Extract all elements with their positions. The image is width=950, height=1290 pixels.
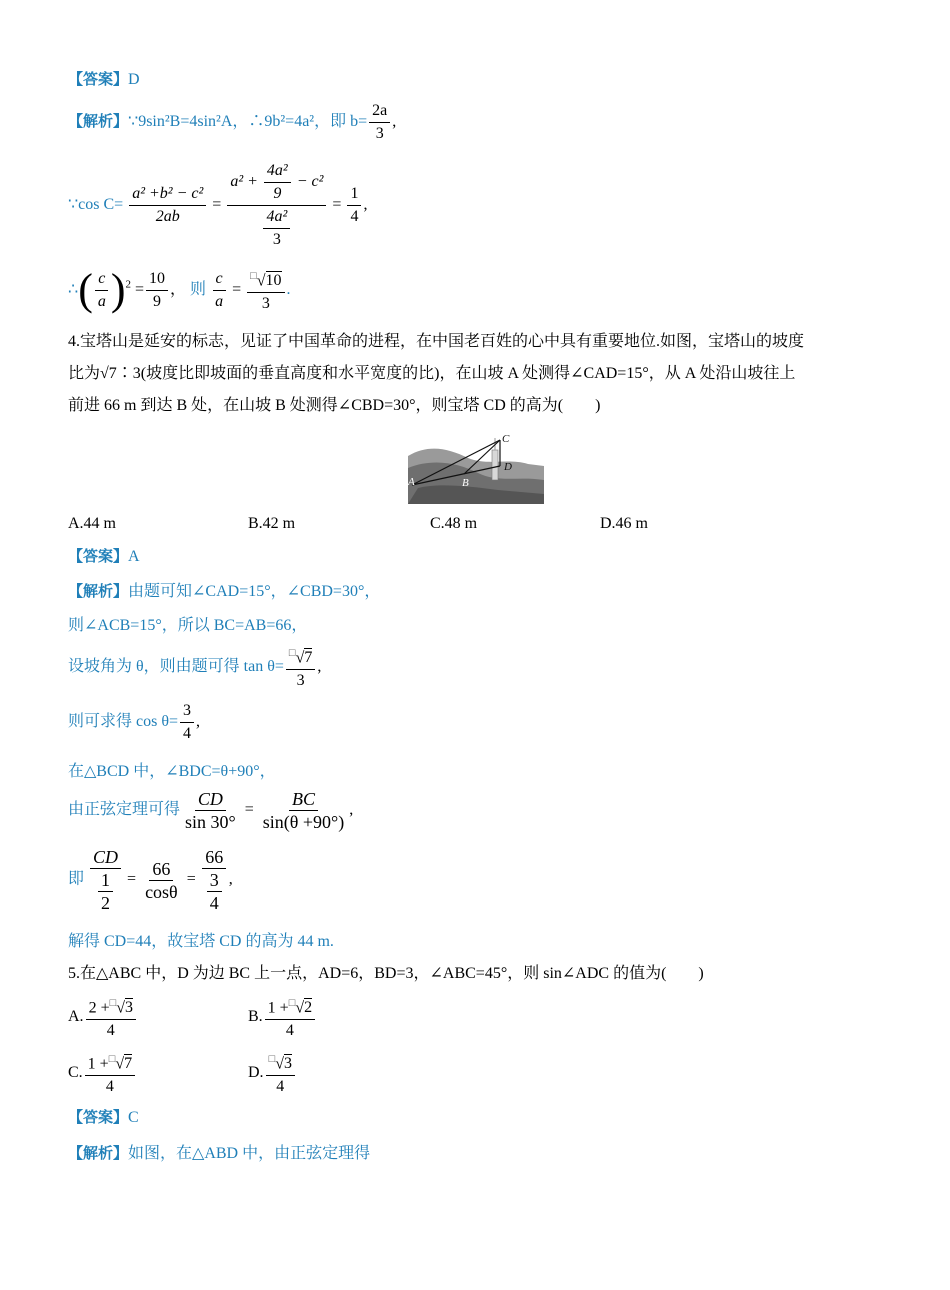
q5-option-b[interactable]: B. $\frac{1 +^□√2}{4}$ <box>248 992 317 1042</box>
analysis-tag: 【解析】 <box>68 112 129 131</box>
q3-analysis-line3: ∴( $\frac{c}{a}$ )$^2$ = $\frac{10}{9}$ ， 则 $\frac{c}{a}$ = $\frac{^□√10}{3}$ . <box>68 265 291 315</box>
mountain-illustration <box>408 428 544 504</box>
pagoda-figure <box>408 428 544 504</box>
q3-line2-prefix: ∵cos C= <box>68 196 124 214</box>
label-b: B <box>462 477 469 489</box>
answer-tag: 【答案】 <box>68 70 129 88</box>
q4-option-a[interactable]: A.44 m <box>68 515 116 532</box>
answer-value: C <box>128 1109 139 1126</box>
label-c: C <box>502 433 510 445</box>
q5-option-d[interactable]: D. $\frac{^□√3}{4}$ <box>248 1048 297 1098</box>
q4-analysis-line6: 由正弦定理可得 $\frac{CD}{\sin 30^\circ}$ = $\frac{BC}{\sin(\theta +90^\circ)}$ , <box>68 789 354 832</box>
q4-option-c[interactable]: C.48 m <box>430 515 478 532</box>
label-d: D <box>504 461 512 473</box>
fraction: $\frac{1}{4}$ <box>347 183 361 228</box>
q5-analysis-line1: 【解析】如图，在△ABD 中，由正弦定理得 <box>68 1144 371 1162</box>
q3-answer-line <box>68 68 140 89</box>
q4-analysis-line3: 设坡角为 θ，则由题可得 tan θ= $\frac{^□√7}{3}$ , <box>68 642 321 692</box>
q3-analysis-line2: ∵cos C= $\frac{\text{a² +b² − c²}}{2ab}$ = a² + $\frac{\text{4a²}}{9}$ − c² $\frac{\text{4a²}}{3}$ = $\frac{1}{4}$ , <box>68 160 367 251</box>
q4-answer-line: 【答案】A <box>68 547 140 565</box>
q4-option-d[interactable]: D.46 m <box>600 515 648 532</box>
label-a: A <box>408 476 415 488</box>
q4-option-b[interactable]: B.42 m <box>248 515 296 532</box>
q4-analysis-line1: 【解析】由题可知∠CAD=15°，∠CBD=30°， <box>68 582 381 600</box>
answer-value: A <box>128 548 140 565</box>
fraction: $\frac{\text{a² +b² − c²}}{2ab}$ <box>129 183 206 228</box>
q3-analysis-line1: 【解析】∵9sin²B=4sin²A，∴9b²=4a²，即 b= $\frac{2a}{3}$ , <box>68 100 396 145</box>
q4-analysis-line5: 在△BCD 中，∠BDC=θ+90°， <box>68 763 276 780</box>
q4-analysis-line7: 即 $\frac{CD}{\frac{1}{2}}$ = $\frac{66}{\cos\theta}$ = $\frac{66}{\frac{3}{4}}$ , <box>68 847 233 913</box>
q5-stem: 5.在△ABC 中，D 为边 BC 上一点，AD=6，BD=3，∠ABC=45°，则 sin∠ADC 的值为( ) <box>68 965 704 982</box>
q4-analysis-line2: 则∠ACB=15°，所以 BC=AB=66， <box>68 617 308 634</box>
q3-line1-text: ∵9sin²B=4sin²A，∴9b²=4a²，即 b= <box>128 113 368 131</box>
fraction: $\frac{2a}{3}$ <box>369 100 390 145</box>
answer-value: D <box>128 71 140 88</box>
q4-stem: 4.宝塔山是延安的标志，见证了中国革命的进程，在中国老百姓的心中具有重要地位.如图，宝塔山的坡度 比为√7∶3(坡度比即坡面的垂直高度和水平宽度的比)，在山坡 A 处测得∠CAD=15°，从 A 处沿山坡往上 前进 66 m 到达 B 处，在山坡 B 处测得∠CBD=30°，则宝塔 CD 的高为( ) <box>68 333 805 414</box>
q4-analysis-line4: 则可求得 cos θ= $\frac{3}{4}$ , <box>68 702 201 742</box>
q5-answer-line: 【答案】C <box>68 1108 139 1126</box>
q5-option-a[interactable]: A. $\frac{2 +^□√3}{4}$ <box>68 992 138 1042</box>
q5-option-c[interactable]: C. $\frac{1 +^□√7}{4}$ <box>68 1048 137 1098</box>
q4-analysis-line8: 解得 CD=44，故宝塔 CD 的高为 44 m. <box>68 933 334 950</box>
compound-fraction: a² + $\frac{\text{4a²}}{9}$ − c² $\frac{\text{4a²}}{3}$ <box>227 160 326 251</box>
